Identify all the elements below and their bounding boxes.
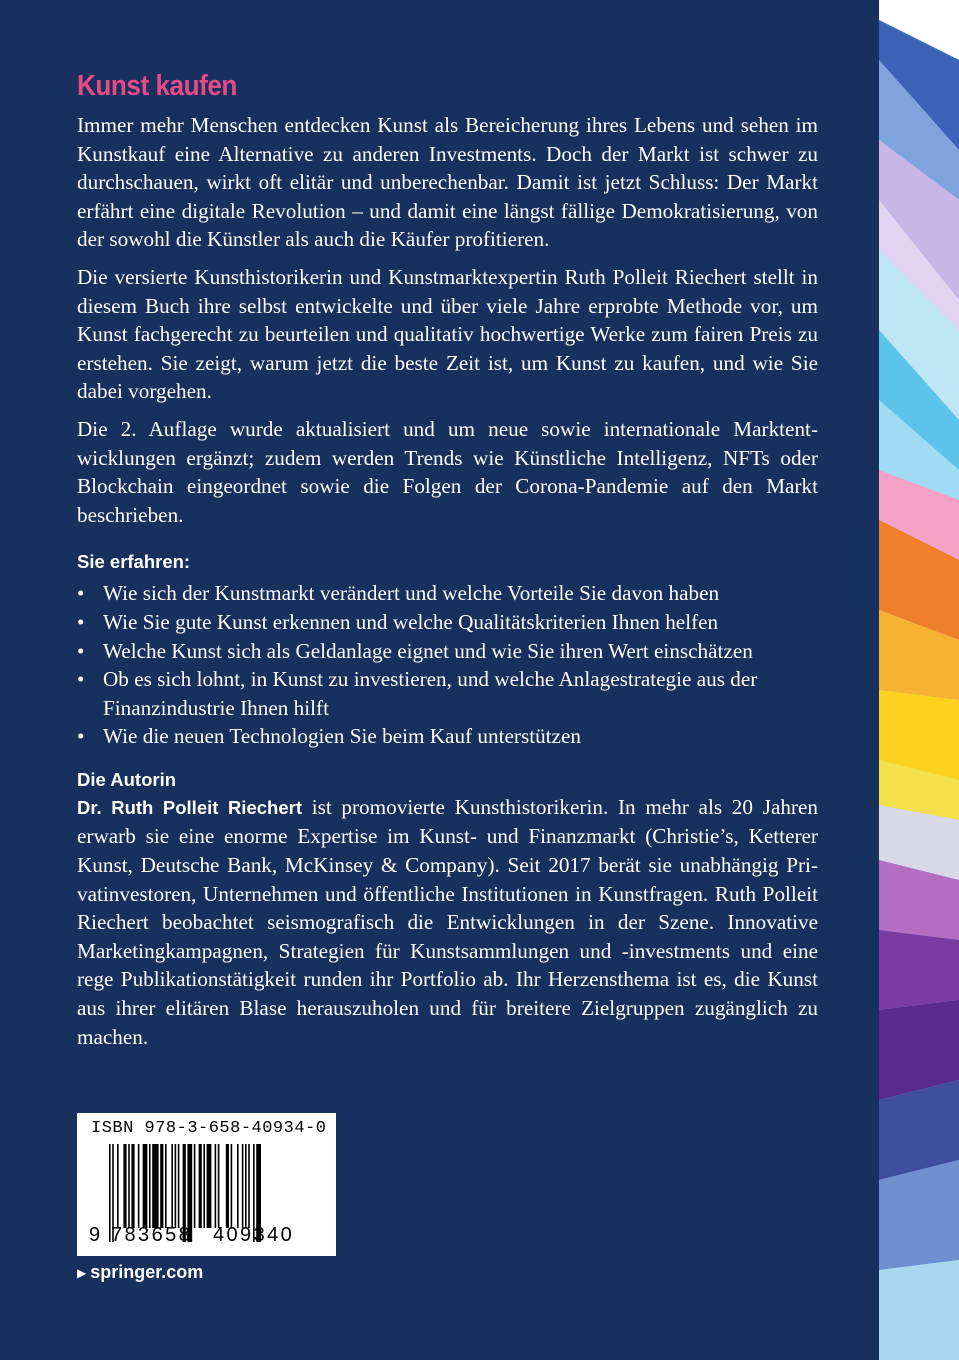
barcode-bar bbox=[175, 1144, 177, 1228]
bullet-icon: • bbox=[77, 638, 85, 663]
author-bio-text: ist promovierte Kunsthistorikerin. In mehr als 20 Jahren erwarb sie eine enorme Expertise im Kunst- und Finanzmarkt (Christie’s, Ketterer Kunst, Deutsche Bank, McKinsey & Company). Seit 2017 berät sie unabhängig Privatinvestoren, Unternehmen und öffentliche Institutionen in Kunstfragen. Ruth Polleit Riechert beobachtet seismografisch die Entwicklungen in der Szene. Innovative Marketingkampagnen, Strategien für Kunstsammlungen und -investments und eine rege Publikationstätigkeit runden ihr Portfolio ab. Ihr Herzensthema ist es, die Kunst aus ihrer elitären Blase herauszuholen und für breitere Zielgruppen zugänglich zu machen. bbox=[77, 794, 818, 1049]
ean-right-group: 409340 bbox=[213, 1224, 295, 1246]
barcode-bar bbox=[203, 1144, 205, 1228]
text-content bbox=[77, 70, 818, 1060]
list-item-text: Wie Sie gute Kunst erkennen und welche Qualitätskriterien Ihnen helfen bbox=[103, 609, 719, 634]
bullet-icon: • bbox=[77, 609, 85, 634]
isbn-barcode bbox=[77, 1113, 336, 1256]
list-item-text: Welche Kunst sich als Geldanlage eignet und wie Sie ihren Wert einschätzen bbox=[103, 638, 753, 663]
barcode-bar bbox=[131, 1144, 134, 1228]
bullet-icon: • bbox=[77, 724, 85, 749]
barcode-bar bbox=[149, 1144, 151, 1228]
barcode-bar bbox=[199, 1144, 202, 1228]
barcode-bar bbox=[128, 1144, 130, 1228]
book-title: Kunst kaufen bbox=[77, 70, 237, 102]
intro-paragraph-2: Die versierte Kunsthistorikerin und Kunstmarktexpertin Ruth Polleit Riechert stellt in diesem Buch ihre selbst entwickelte und über viele Jahre erprobte Methode vor, um Kunst fachgerecht zu beurteilen und qualitativ hochwertige Werke zum fairen Preis zu erstehen. Sie zeigt, warum jetzt die beste Zeit ist, um Kunst zu kaufen, und wie Sie dabei vorgehen. bbox=[77, 264, 818, 404]
ean-first-digit: 9 bbox=[89, 1224, 101, 1246]
barcode-bar bbox=[171, 1144, 173, 1228]
list-item-text: Wie sich der Kunstmarkt verändert und welche Vorteile Sie davon haben bbox=[103, 581, 720, 606]
barcode-bar bbox=[248, 1144, 250, 1228]
decorative-color-stripe bbox=[879, 0, 959, 1360]
list-item-text: Wie die neuen Technologien Sie beim Kauf unterstützen bbox=[103, 724, 581, 749]
barcode-bar bbox=[218, 1144, 220, 1228]
author-heading: Die Autorin bbox=[77, 768, 177, 790]
learn-list bbox=[77, 579, 818, 751]
barcode-bar bbox=[178, 1144, 180, 1228]
publisher-link[interactable] bbox=[77, 1262, 203, 1283]
isbn-label: ISBN 978-3-658-40934-0 bbox=[91, 1119, 327, 1138]
bullet-icon: • bbox=[77, 667, 85, 692]
barcode-bar bbox=[138, 1144, 140, 1228]
barcode-bar bbox=[160, 1144, 163, 1228]
author-name: Dr. Ruth Polleit Riechert bbox=[77, 796, 302, 818]
list-item-text: Ob es sich lohnt, in Kunst zu investieren, und welche Anlagestrategie aus der Finanzindustrie Ihnen hilft bbox=[103, 667, 758, 720]
barcode-bar bbox=[245, 1144, 247, 1228]
barcode-bar bbox=[226, 1144, 229, 1228]
barcode-bar bbox=[194, 1144, 196, 1228]
list-item bbox=[77, 579, 818, 608]
barcode-bar bbox=[117, 1144, 119, 1228]
barcode-bar bbox=[143, 1144, 148, 1228]
author-bio bbox=[77, 793, 818, 1051]
list-item bbox=[77, 665, 818, 722]
intro-paragraph-1: Immer mehr Menschen entdecken Kunst als Bereicherung ihres Lebens und sehen im Kunstkauf eine Alternative zu anderen Investments. Doch der Markt ist schwer zu durchschauen, wirkt oft elitär und unberechenbar. Damit ist jetzt Schluss: Der Markt erfährt eine digitale Revolution – und damit eine längst fällige Demokratisierung, von der sowohl die Künstler als auch die Käufer profitieren. bbox=[77, 113, 818, 252]
barcode-bar bbox=[237, 1144, 239, 1228]
list-item bbox=[77, 637, 818, 666]
arrow-icon: ▶ bbox=[77, 1265, 87, 1280]
barcode-bar bbox=[123, 1144, 126, 1228]
intro-paragraph-3: Die 2. Auflage wurde aktualisiert und um neue sowie internationale Marktentwicklungen ergänzt; zudem werden Trends wie Künstliche Intelligenz, NFTs oder Blockchain eingeordnet sowie die Folgen der Corona-Pandemie auf den Markt beschrieben. bbox=[77, 416, 818, 527]
list-item bbox=[77, 608, 818, 637]
bullet-icon: • bbox=[77, 581, 85, 606]
barcode-bar bbox=[242, 1144, 244, 1228]
barcode-bar bbox=[231, 1144, 233, 1228]
barcode-bar bbox=[215, 1144, 217, 1228]
barcode-bar bbox=[152, 1144, 158, 1228]
list-item bbox=[77, 722, 818, 751]
ean-left-group: 783658 bbox=[111, 1224, 193, 1246]
learn-heading: Sie erfahren: bbox=[77, 551, 191, 573]
barcode-bar bbox=[165, 1144, 167, 1228]
barcode-bar bbox=[207, 1144, 212, 1228]
publisher-url: springer.com bbox=[90, 1262, 204, 1282]
